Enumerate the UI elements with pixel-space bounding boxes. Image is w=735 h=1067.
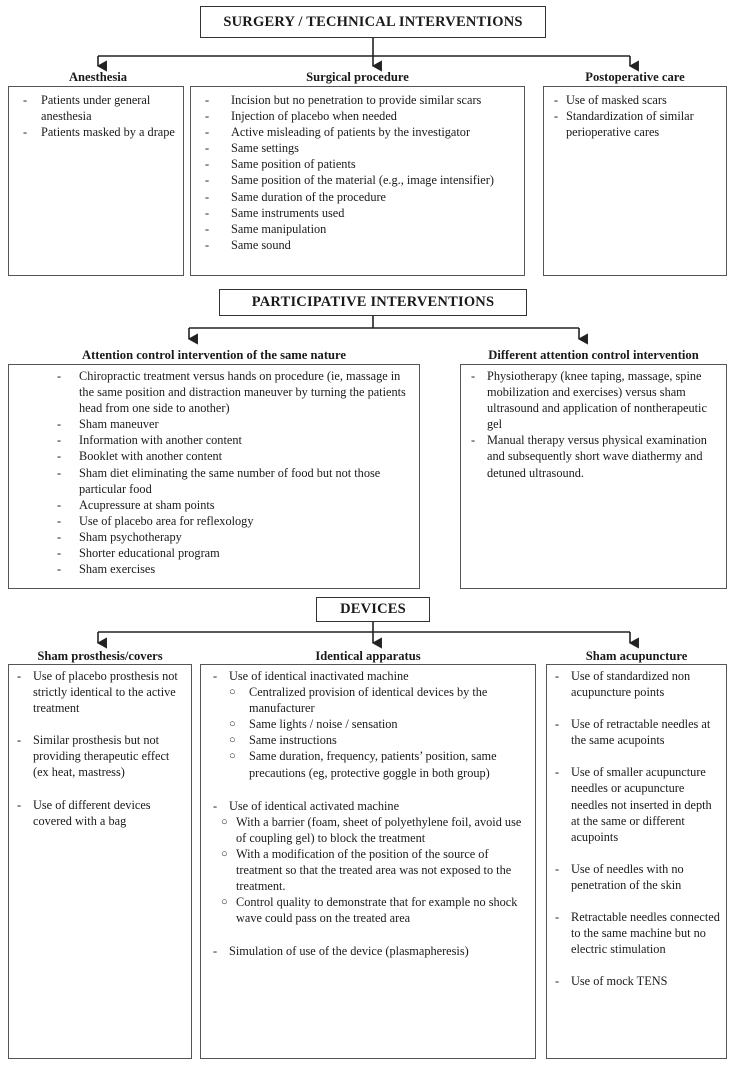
column-box-attention-same bbox=[8, 364, 420, 589]
sub-item: ○ Same instructions bbox=[229, 732, 531, 748]
sublist bbox=[213, 684, 531, 781]
column-box-sham-prosthesis bbox=[8, 664, 192, 1059]
sub-item: ○ Same lights / noise / sensation bbox=[229, 716, 531, 732]
list-item: - Use of mock TENS bbox=[555, 973, 722, 989]
column-title-surgical-procedure: Surgical procedure bbox=[306, 70, 409, 84]
sublist bbox=[213, 814, 531, 927]
spacer bbox=[213, 781, 531, 798]
column-box-attention-different bbox=[460, 364, 727, 589]
list-item: - Physiotherapy (knee taping, massage, spine mobilization and exercises) versus sham ultrasound and application of nontherapeutic gel bbox=[471, 368, 722, 432]
list-item: - Patients masked by a drape bbox=[23, 124, 179, 140]
spacer bbox=[555, 748, 722, 764]
list-item: - Sham exercises bbox=[57, 561, 415, 577]
list-item: - Injection of placebo when needed bbox=[205, 108, 520, 124]
sub-item: ○ Control quality to demonstrate that for example no shock wave could pass on the treated area bbox=[221, 894, 531, 926]
sub-item: ○ Centralized provision of identical devices by the manufacturer bbox=[229, 684, 531, 716]
list-item: - Use of placebo area for reflexology bbox=[57, 513, 415, 529]
spacer bbox=[17, 781, 187, 797]
column-title-attention-different: Different attention control intervention bbox=[488, 348, 699, 362]
list-item: - Use of different devices covered with a bag bbox=[17, 797, 187, 829]
list-item: - Manual therapy versus physical examination and subsequently short wave diathermy and detuned ultrasound. bbox=[471, 432, 722, 480]
list-item: - Same position of the material (e.g., image intensifier) bbox=[205, 172, 520, 188]
spacer bbox=[17, 716, 187, 732]
section-header-participative: PARTICIPATIVE INTERVENTIONS bbox=[219, 289, 527, 316]
list-item: - Active misleading of patients by the investigator bbox=[205, 124, 520, 140]
list-item: - Use of smaller acupuncture needles or acupuncture needles not inserted in depth at the same or different acupoints bbox=[555, 764, 722, 844]
group-label: - Use of identical activated machine bbox=[213, 798, 531, 814]
list-item: - Same settings bbox=[205, 140, 520, 156]
list-item: - Similar prosthesis but not providing therapeutic effect (ex heat, mastress) bbox=[17, 732, 187, 780]
list-item: - Sham maneuver bbox=[57, 416, 415, 432]
group-label: - Simulation of use of the device (plasmapheresis) bbox=[213, 943, 531, 959]
column-box-surgical-procedure bbox=[190, 86, 525, 276]
sub-item: ○ With a modification of the position of the source of treatment so that the treated area was not exposed to the treatment. bbox=[221, 846, 531, 894]
column-box-anesthesia bbox=[8, 86, 184, 276]
column-title-attention-same: Attention control intervention of the same nature bbox=[82, 348, 346, 362]
list-item: - Booklet with another content bbox=[57, 448, 415, 464]
section-header-surgery: SURGERY / TECHNICAL INTERVENTIONS bbox=[200, 6, 546, 38]
column-box-postoperative-care bbox=[543, 86, 727, 276]
list-item: - Use of masked scars bbox=[554, 92, 722, 108]
list-item: - Retractable needles connected to the same machine but no electric stimulation bbox=[555, 909, 722, 957]
list-item: - Patients under general anesthesia bbox=[23, 92, 179, 124]
column-title-anesthesia: Anesthesia bbox=[68, 70, 128, 84]
column-title-identical-apparatus: Identical apparatus bbox=[315, 649, 421, 663]
list-item: - Same position of patients bbox=[205, 156, 520, 172]
list-item: - Information with another content bbox=[57, 432, 415, 448]
column-title-postoperative-care: Postoperative care bbox=[585, 70, 685, 84]
list-item: - Shorter educational program bbox=[57, 545, 415, 561]
list-item: - Same duration of the procedure bbox=[205, 189, 520, 205]
column-box-identical-apparatus bbox=[200, 664, 536, 1059]
list-item: - Sham diet eliminating the same number of food but not those particular food bbox=[57, 465, 415, 497]
list-item: - Use of standardized non acupuncture points bbox=[555, 668, 722, 700]
group-label: - Use of identical inactivated machine bbox=[213, 668, 531, 684]
spacer bbox=[555, 893, 722, 909]
sub-item: ○ With a barrier (foam, sheet of polyethylene foil, avoid use of coupling gel) to block the treatment bbox=[221, 814, 531, 846]
spacer bbox=[213, 926, 531, 943]
spacer bbox=[555, 957, 722, 973]
list-item: - Standardization of similar perioperative cares bbox=[554, 108, 722, 140]
list-item: - Use of retractable needles at the same acupoints bbox=[555, 716, 722, 748]
list-item: - Sham psychotherapy bbox=[57, 529, 415, 545]
list-item: - Use of placebo prosthesis not strictly identical to the active treatment bbox=[17, 668, 187, 716]
list-item: - Chiropractic treatment versus hands on procedure (ie, massage in the same position and distraction maneuver by turning the patients head from one side to another) bbox=[57, 368, 415, 416]
column-title-sham-prosthesis: Sham prosthesis/covers bbox=[37, 649, 163, 663]
list-item: - Incision but no penetration to provide similar scars bbox=[205, 92, 520, 108]
list-item: - Acupressure at sham points bbox=[57, 497, 415, 513]
spacer bbox=[555, 845, 722, 861]
list-item: - Same sound bbox=[205, 237, 520, 253]
list-item: - Same manipulation bbox=[205, 221, 520, 237]
column-title-sham-acupuncture: Sham acupuncture bbox=[585, 649, 688, 663]
sub-item: ○ Same duration, frequency, patients’ position, same precautions (eg, protective goggle in both group) bbox=[229, 748, 531, 780]
list-item: - Use of needles with no penetration of the skin bbox=[555, 861, 722, 893]
column-box-sham-acupuncture bbox=[546, 664, 727, 1059]
list-item: - Same instruments used bbox=[205, 205, 520, 221]
spacer bbox=[555, 700, 722, 716]
section-header-devices: DEVICES bbox=[316, 597, 430, 622]
